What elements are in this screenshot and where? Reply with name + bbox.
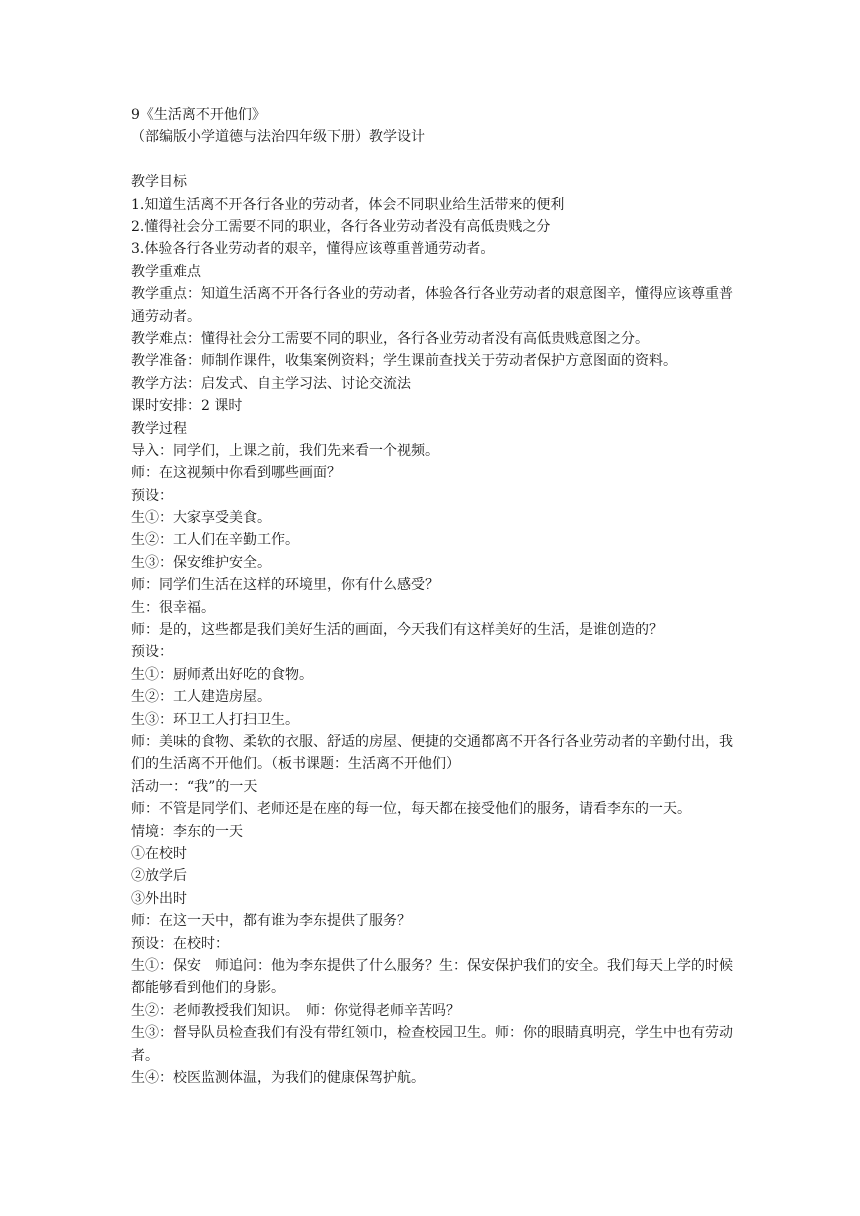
list-item: ②放学后 <box>131 868 187 885</box>
document-subtitle: （部编版小学道德与法治四年级下册）教学设计 <box>131 129 425 146</box>
body-line: 预设： <box>131 487 173 504</box>
body-line: 生②：老师教授我们知识。 师：你觉得老师辛苦吗？ <box>131 1002 460 1019</box>
body-line: 生：很幸福。 <box>131 599 215 616</box>
document-title: 9《生活离不开他们》 <box>131 107 266 123</box>
body-line: 预设：在校时： <box>131 935 229 952</box>
body-paragraph: 生③：督导队员检查我们有没有带红领巾，检查校园卫生。师：你的眼睛真明亮，学生中也有劳动者。 <box>131 1025 733 1064</box>
body-line: 生③：环卫工人打扫卫生。 <box>131 711 299 728</box>
body-line: 生②：工人建造房屋。 <box>131 689 271 706</box>
method-paragraph: 教学方法：启发式、自主学习法、讨论交流法 <box>131 375 411 392</box>
body-line: 师：是的，这些都是我们美好生活的画面，今天我们有这样美好的生活，是谁创造的？ <box>131 622 663 639</box>
body-line: 导入：同学们，上课之前，我们先来看一个视频。 <box>131 442 439 459</box>
body-line: 师：在这视频中你看到哪些画面？ <box>131 465 341 482</box>
difficulty-paragraph: 教学难点：懂得社会分工需要不同的职业，各行各业劳动者没有高低贵贱意图之分。 <box>131 330 649 347</box>
body-line: 生④：校医监测体温，为我们的健康保驾护航。 <box>131 1069 425 1086</box>
body-line: 情境：李东的一天 <box>131 823 243 840</box>
body-line: 预设： <box>131 644 173 661</box>
document-page <box>131 104 737 1089</box>
body-paragraph: 师：美味的食物、柔软的衣服、舒适的房屋、便捷的交通都离不开各行各业劳动者的辛勤付出，我们的生活离不开他们。（板书课题：生活离不开他们） <box>131 733 733 773</box>
body-paragraph: 生①：保安 师追问：他为李东提供了什么服务？生：保安保护我们的安全。我们每天上学的时候都能够看到他们的身影。 <box>131 957 733 997</box>
body-line: 生②：工人们在辛勤工作。 <box>131 532 299 549</box>
objective-item: 2.懂得社会分工需要不同的职业，各行各业劳动者没有高低贵贱之分 <box>131 218 551 235</box>
section-heading-process: 教学过程 <box>131 420 187 437</box>
list-item: ①在校时 <box>131 845 187 862</box>
key-point-paragraph: 教学重点：知道生活离不开各行各业的劳动者，体验各行各业劳动者的艰意图辛，懂得应该尊重普通劳动者。 <box>131 286 733 325</box>
activity-heading: 活动一：“我”的一天 <box>131 778 258 795</box>
body-line: 师：不管是同学们、老师还是在座的每一位，每天都在接受他们的服务，请看李东的一天。 <box>131 801 691 818</box>
body-line: 生①：大家享受美食。 <box>131 510 271 527</box>
section-heading-objectives: 教学目标 <box>131 174 187 191</box>
body-line: 生①：厨师煮出好吃的食物。 <box>131 666 313 683</box>
preparation-paragraph: 教学准备：师制作课件，收集案例资料；学生课前查找关于劳动者保护方意图面的资料。 <box>131 353 677 370</box>
body-line: 生③：保安维护安全。 <box>131 554 271 571</box>
body-line: 师：同学们生活在这样的环境里，你有什么感受？ <box>131 577 439 594</box>
blank-line <box>131 149 737 171</box>
list-item: ③外出时 <box>131 890 187 907</box>
body-line: 师：在这一天中，都有谁为李东提供了服务？ <box>131 913 411 930</box>
section-heading-key-points: 教学重难点 <box>131 263 201 280</box>
schedule-paragraph: 课时安排：2 课时 <box>131 398 243 415</box>
objective-item: 3.体验各行各业劳动者的艰辛，懂得应该尊重普通劳动者。 <box>131 241 495 258</box>
objective-item: 1.知道生活离不开各行各业的劳动者，体会不同职业给生活带来的便利 <box>131 196 565 213</box>
